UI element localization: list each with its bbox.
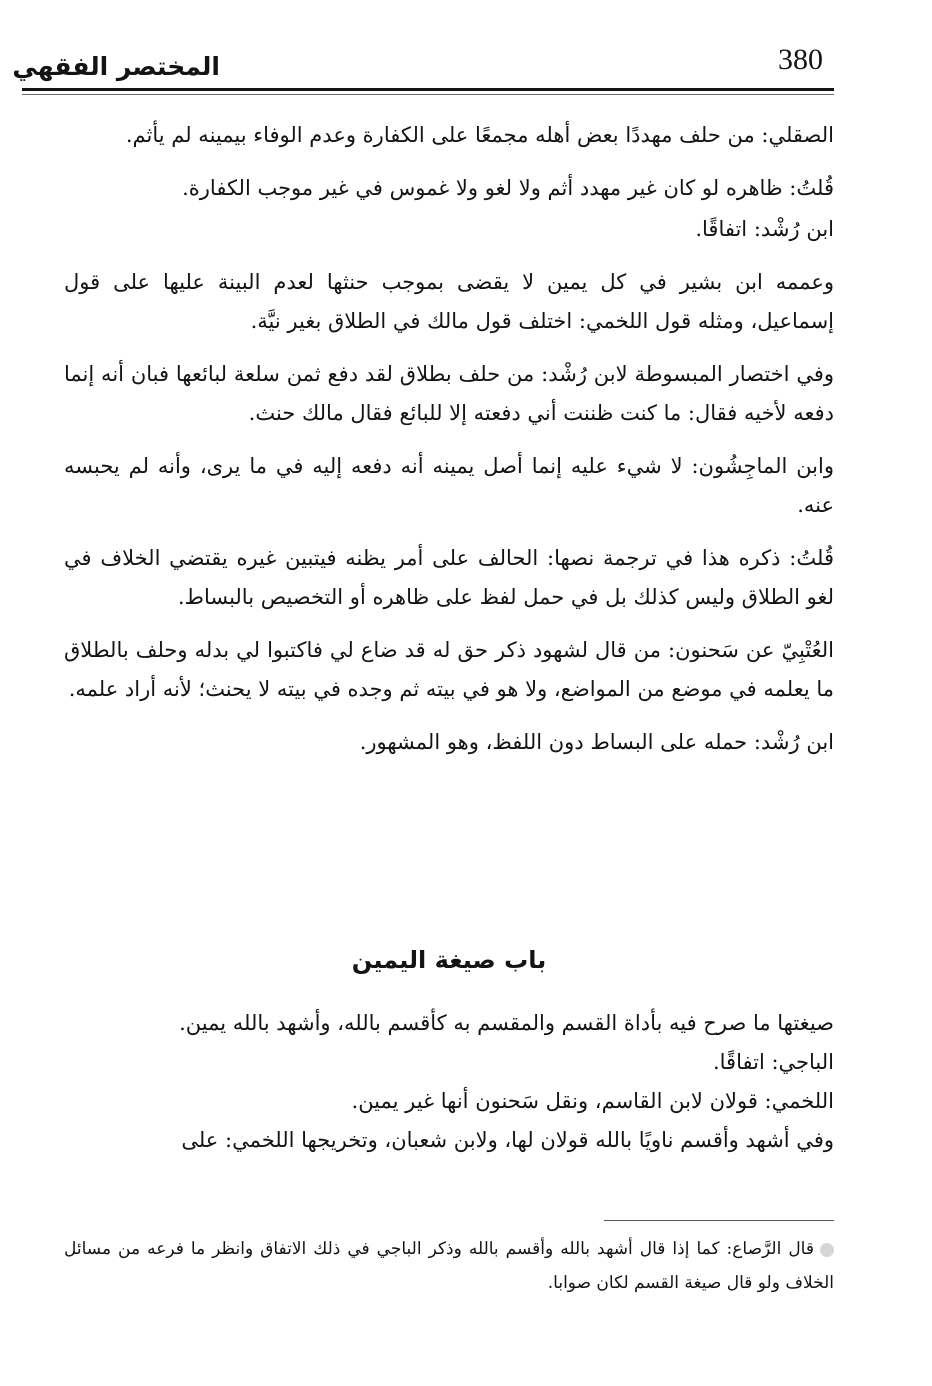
running-title: المختصر الفقهي: [12, 52, 220, 81]
header-rule: [22, 88, 834, 91]
section-line: صيغتها ما صرح فيه بأداة القسم والمقسم به كأقسم بالله، وأشهد بالله يمين.: [179, 1011, 834, 1035]
paragraph: قُلتُ: ظاهره لو كان غير مهدد أثم ولا لغو ولا غموس في غير موجب الكفارة.: [182, 176, 834, 200]
header-rule-thin: [22, 94, 834, 95]
footnote-rule: [604, 1220, 834, 1221]
paragraph: وابن الماجِشُون: لا شيء عليه إنما أصل يمينه أنه دفعه إليه في ما يرى، وأنه لم يحبسه عنه.: [64, 454, 834, 517]
footnote-text: قال الرَّصاع: كما إذا قال أشهد بالله وأقسم بالله وذكر الباجي في ذلك الاتفاق وانظر ما فرعه من مسائل الخلاف ولو قال صيغة القسم لكان صوابا.: [64, 1239, 834, 1293]
paragraph: ابن رُشْد: اتفاقًا.: [695, 217, 834, 241]
section-text: [64, 1004, 834, 1160]
paragraph: العُتْبِيّ عن سَحنون: من قال لشهود ذكر حق له قد ضاع لي فاكتبوا لي بدله وحلف بالطلاق ما يعلمه في موضع من المواضع، ولا هو في بيته ثم وجده في بيته لا يحنث؛ لأنه أراد علمه.: [64, 638, 834, 701]
footnote: [64, 1232, 834, 1300]
footnote-marker-icon: [820, 1243, 834, 1257]
section-line: اللخمي: قولان لابن القاسم، ونقل سَحنون أنها غير يمين.: [351, 1089, 834, 1113]
page-number: 380: [778, 43, 823, 76]
paragraph: ابن رُشْد: حمله على البساط دون اللفظ، وهو المشهور.: [359, 730, 834, 754]
main-text: [64, 116, 834, 776]
paragraph: الصقلي: من حلف مهددًا بعض أهله مجمعًا على الكفارة وعدم الوفاء بيمينه لم يأثم.: [125, 123, 834, 147]
paragraph: قُلتُ: ذكره هذا في ترجمة نصها: الحالف على أمر يظنه فيتبين غيره يقتضي الخلاف في لغو الطلاق وليس كذلك بل في حمل لفظ على ظاهره أو التخصيص بالبساط.: [64, 546, 834, 609]
paragraph: وعممه ابن بشير في كل يمين لا يقضى بموجب حنثها لعدم البينة عليها على قول إسماعيل، ومثله قول اللخمي: اختلف قول مالك في الطلاق بغير نيَّة.: [64, 270, 834, 333]
section-line: وفي أشهد وأقسم ناويًا بالله قولان لها، ولابن شعبان، وتخريجها اللخمي: على: [181, 1128, 834, 1152]
section-heading: باب صيغة اليمين: [351, 946, 547, 974]
paragraph: وفي اختصار المبسوطة لابن رُشْد: من حلف بطلاق لقد دفع ثمن سلعة لبائعها فبان أنه إنما دفعه لأخيه فقال: ما كنت ظننت أني دفعته إلا للبائع فقال مالك حنث.: [64, 362, 835, 425]
section-line: الباجي: اتفاقًا.: [712, 1050, 834, 1074]
